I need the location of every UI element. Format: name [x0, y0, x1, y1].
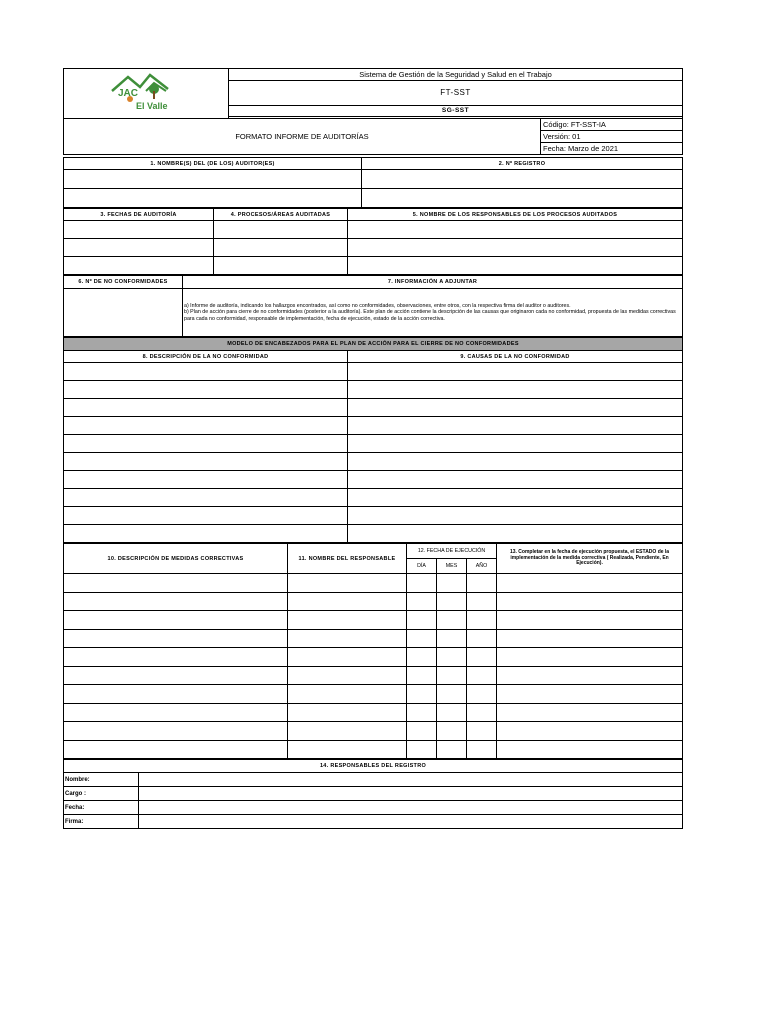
- responsible-field[interactable]: [288, 592, 407, 611]
- nonconformities-count-header: 6. Nº DE NO CONFORMIDADES: [64, 276, 183, 289]
- responsible-name-header: 11. NOMBRE DEL RESPONSABLE: [288, 544, 407, 574]
- year-field[interactable]: [467, 592, 497, 611]
- header-table: [63, 68, 683, 155]
- month-header: MES: [437, 559, 467, 574]
- auditor-name-field[interactable]: [64, 189, 362, 208]
- corrective-measure-field[interactable]: [64, 666, 288, 685]
- fecha: Fecha: Marzo de 2021: [541, 143, 683, 155]
- audit-date-field[interactable]: [64, 257, 214, 275]
- month-field[interactable]: [437, 574, 467, 593]
- corrective-measure-field[interactable]: [64, 629, 288, 648]
- month-field[interactable]: [437, 629, 467, 648]
- status-field[interactable]: [497, 611, 683, 630]
- nc-description-field[interactable]: [64, 507, 348, 525]
- audit-report-form: [63, 68, 682, 829]
- model-banner: MODELO DE ENCABEZADOS PARA EL PLAN DE ACCIÓN PARA EL CIERRE DE NO CONFORMIDADES: [64, 338, 683, 351]
- implementation-status-header: 13. Completar en la fecha de ejecución propuesta, el ESTADO de la implementación de la medida correctiva ( Realizada, Pendiente, En Ejecución).: [497, 544, 683, 574]
- month-field[interactable]: [437, 592, 467, 611]
- signature-field[interactable]: [139, 815, 683, 829]
- version: Versión: 01: [541, 131, 683, 143]
- corrective-measure-field[interactable]: [64, 740, 288, 759]
- responsible-field[interactable]: [288, 666, 407, 685]
- audited-processes-header: 4. PROCESOS/ÁREAS AUDITADAS: [214, 209, 348, 221]
- status-field[interactable]: [497, 685, 683, 704]
- logo-text-jac: JAC: [118, 88, 139, 99]
- system-title: Sistema de Gestión de la Seguridad y Salud en el Trabajo: [229, 69, 683, 81]
- day-field[interactable]: [407, 685, 437, 704]
- corrective-measure-field[interactable]: [64, 722, 288, 741]
- process-owners-header: 5. NOMBRE DE LOS RESPONSABLES DE LOS PROCESOS AUDITADOS: [348, 209, 683, 221]
- responsible-field[interactable]: [288, 685, 407, 704]
- date-label: Fecha:: [64, 801, 139, 815]
- nonconformities-table: [63, 275, 683, 337]
- audit-dates-table: [63, 208, 683, 275]
- month-field[interactable]: [437, 685, 467, 704]
- year-field[interactable]: [467, 629, 497, 648]
- nonconformities-count-field[interactable]: [64, 289, 183, 337]
- audit-dates-header: 3. FECHAS DE AUDITORÍA: [64, 209, 214, 221]
- attach-info-text: [183, 289, 683, 337]
- audit-date-field[interactable]: [64, 239, 214, 257]
- nonconformity-description-header: 8. DESCRIPCIÓN DE LA NO CONFORMIDAD: [64, 351, 348, 363]
- day-field[interactable]: [407, 740, 437, 759]
- nc-cause-field[interactable]: [348, 435, 683, 453]
- nc-description-field[interactable]: [64, 381, 348, 399]
- responsible-field[interactable]: [288, 629, 407, 648]
- format-title: FORMATO INFORME DE AUDITORÍAS: [64, 119, 541, 155]
- month-field[interactable]: [437, 666, 467, 685]
- year-field[interactable]: [467, 740, 497, 759]
- responsible-field[interactable]: [288, 648, 407, 667]
- responsible-field[interactable]: [288, 574, 407, 593]
- year-field[interactable]: [467, 648, 497, 667]
- registry-field[interactable]: [362, 189, 683, 208]
- audited-process-field[interactable]: [214, 239, 348, 257]
- day-field[interactable]: [407, 574, 437, 593]
- execution-date-header: 12. FECHA DE EJECUCIÓN: [407, 544, 497, 559]
- nc-cause-field[interactable]: [348, 381, 683, 399]
- registry-owners-table: [63, 759, 683, 829]
- audit-date-field[interactable]: [64, 221, 214, 239]
- logo-cell: [64, 69, 229, 119]
- position-field[interactable]: [139, 787, 683, 801]
- codigo: Código: FT-SST-IA: [541, 119, 683, 131]
- day-field[interactable]: [407, 722, 437, 741]
- month-field[interactable]: [437, 722, 467, 741]
- year-field[interactable]: [467, 685, 497, 704]
- day-field[interactable]: [407, 629, 437, 648]
- month-field[interactable]: [437, 648, 467, 667]
- nc-cause-field[interactable]: [348, 471, 683, 489]
- attach-info-a: a) Informe de auditoría, indicando los hallazgos encontrados, así como no conformidades, observaciones, entre otros, con la respectiva firma del auditor o auditores.: [184, 303, 571, 310]
- corrective-measure-field[interactable]: [64, 648, 288, 667]
- year-field[interactable]: [467, 722, 497, 741]
- registry-field[interactable]: [362, 170, 683, 189]
- logo-text-el-valle: El Valle: [136, 101, 168, 111]
- nonconformity-causes-header: 9. CAUSAS DE LA NO CONFORMIDAD: [348, 351, 683, 363]
- position-label: Cargo :: [64, 787, 139, 801]
- year-field[interactable]: [467, 703, 497, 722]
- nc-description-field[interactable]: [64, 399, 348, 417]
- corrective-measure-field[interactable]: [64, 592, 288, 611]
- year-header: AÑO: [467, 559, 497, 574]
- nc-description-field[interactable]: [64, 435, 348, 453]
- status-field[interactable]: [497, 703, 683, 722]
- corrective-measure-field[interactable]: [64, 611, 288, 630]
- nc-cause-field[interactable]: [348, 417, 683, 435]
- registry-owners-header: 14. RESPONSABLES DEL REGISTRO: [64, 760, 683, 773]
- process-owner-field[interactable]: [348, 239, 683, 257]
- nc-cause-field[interactable]: [348, 363, 683, 381]
- registry-header: 2. Nº REGISTRO: [362, 158, 683, 170]
- signature-label: Firma:: [64, 815, 139, 829]
- corrective-measures-header: 10. DESCRIPCIÓN DE MEDIDAS CORRECTIVAS: [64, 544, 288, 574]
- status-field[interactable]: [497, 574, 683, 593]
- attach-info-header: 7. INFORMACIÓN A ADJUNTAR: [183, 276, 683, 289]
- nc-description-field[interactable]: [64, 417, 348, 435]
- process-owner-field[interactable]: [348, 257, 683, 275]
- status-field[interactable]: [497, 740, 683, 759]
- auditor-name-field[interactable]: [64, 170, 362, 189]
- nc-cause-field[interactable]: [348, 525, 683, 543]
- month-field[interactable]: [437, 740, 467, 759]
- day-field[interactable]: [407, 592, 437, 611]
- nc-cause-field[interactable]: [348, 399, 683, 417]
- responsible-field[interactable]: [288, 611, 407, 630]
- plan-table: [63, 337, 683, 543]
- responsible-field[interactable]: [288, 703, 407, 722]
- status-field[interactable]: [497, 648, 683, 667]
- day-header: DÍA: [407, 559, 437, 574]
- audited-process-field[interactable]: [214, 221, 348, 239]
- code-short: FT-SST: [229, 81, 683, 105]
- jac-el-valle-logo: [106, 69, 186, 113]
- responsible-field[interactable]: [288, 740, 407, 759]
- nc-description-field[interactable]: [64, 453, 348, 471]
- day-field[interactable]: [407, 648, 437, 667]
- nc-description-field[interactable]: [64, 471, 348, 489]
- day-field[interactable]: [407, 611, 437, 630]
- auditor-table: [63, 157, 683, 208]
- corrective-measure-field[interactable]: [64, 703, 288, 722]
- nc-cause-field[interactable]: [348, 489, 683, 507]
- responsible-field[interactable]: [288, 722, 407, 741]
- corrective-measure-field[interactable]: [64, 685, 288, 704]
- nc-cause-field[interactable]: [348, 453, 683, 471]
- nc-cause-field[interactable]: [348, 507, 683, 525]
- day-field[interactable]: [407, 666, 437, 685]
- auditor-name-header: 1. NOMBRE(S) DEL (DE LOS) AUDITOR(ES): [64, 158, 362, 170]
- month-field[interactable]: [437, 703, 467, 722]
- audited-process-field[interactable]: [214, 257, 348, 275]
- nc-description-field[interactable]: [64, 489, 348, 507]
- status-field[interactable]: [497, 722, 683, 741]
- date-field[interactable]: [139, 801, 683, 815]
- attach-info-b: b) Plan de acción para cierre de no conformidades (posterior a la auditoría). Este plan de acción contiene la descripción de las causas que originaron cada no conformidad, propuesta de las medidas correctivas para cada no conformidad, responsable de implementación, fecha de ejecución, estado de la acción correctiva.: [184, 309, 676, 322]
- process-owner-field[interactable]: [348, 221, 683, 239]
- nc-description-field[interactable]: [64, 525, 348, 543]
- year-field[interactable]: [467, 611, 497, 630]
- sg-sst-label: SG-SST: [229, 105, 683, 116]
- status-field[interactable]: [497, 666, 683, 685]
- status-field[interactable]: [497, 629, 683, 648]
- year-field[interactable]: [467, 666, 497, 685]
- name-label: Nombre:: [64, 773, 139, 787]
- nc-description-field[interactable]: [64, 363, 348, 381]
- day-field[interactable]: [407, 703, 437, 722]
- status-field[interactable]: [497, 592, 683, 611]
- name-field[interactable]: [139, 773, 683, 787]
- corrective-actions-table: [63, 543, 683, 759]
- corrective-measure-field[interactable]: [64, 574, 288, 593]
- year-field[interactable]: [467, 574, 497, 593]
- month-field[interactable]: [437, 611, 467, 630]
